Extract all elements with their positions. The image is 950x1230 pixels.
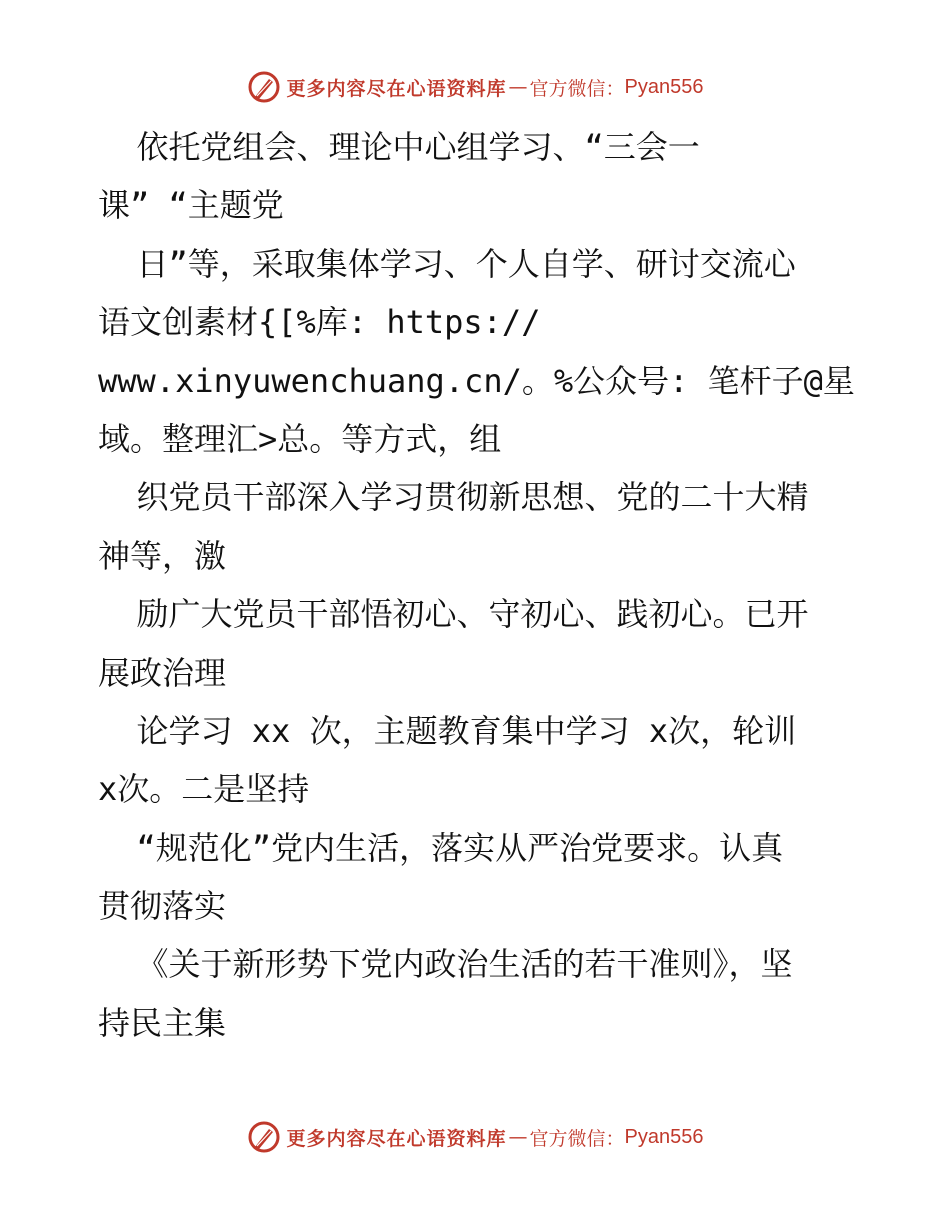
body-line: “规范化”党内生活，落实从严治党要求。认真: [98, 828, 784, 867]
footer-brand: 更多内容尽在心语资料库: [286, 1127, 507, 1150]
document-body: [98, 118, 858, 1052]
body-line: 日”等，采取集体学习、个人自学、研讨交流心: [98, 244, 796, 283]
body-line: 依托党组会、理论中心组学习、“三会一: [98, 128, 700, 166]
footer-dash: —: [508, 1126, 528, 1148]
header-watermark: [0, 70, 950, 104]
body-line: www.xinyuwenchuang.cn/。%公众号: 笔杆子@星: [98, 361, 855, 400]
header-wechat-label: 官方微信：: [529, 77, 625, 100]
footer-wechat-label: 官方微信：: [529, 1127, 625, 1150]
footer-watermark: [0, 1120, 950, 1154]
quill-logo-icon: [247, 1120, 281, 1154]
header-brand: 更多内容尽在心语资料库: [286, 77, 507, 100]
body-line: 语文创素材{[%库: https://: [98, 303, 541, 342]
body-line: 织党员干部深入学习贯彻新思想、党的二十大精: [98, 478, 809, 517]
body-line: 贯彻落实: [98, 887, 227, 926]
body-line: 课” “主题党: [98, 186, 284, 225]
body-line: 神等，激: [98, 536, 227, 575]
body-line: 展政治理: [98, 653, 227, 692]
body-line: x次。二是坚持: [98, 770, 310, 809]
quill-logo-icon: [247, 70, 281, 104]
body-line: 励广大党员干部悟初心、守初心、践初心。已开: [98, 595, 809, 634]
body-line: 论学习 xx 次，主题教育集中学习 x次，轮训: [98, 711, 797, 750]
header-wechat-handle: Pyan556: [624, 75, 704, 98]
body-line: 持民主集: [98, 1003, 227, 1042]
header-dash: —: [508, 76, 528, 98]
footer-wechat-handle: Pyan556: [624, 1125, 704, 1148]
body-line: 域。整理汇>总。等方式，组: [98, 419, 502, 458]
body-line: 《关于新形势下党内政治生活的若干准则》，坚: [98, 945, 793, 984]
